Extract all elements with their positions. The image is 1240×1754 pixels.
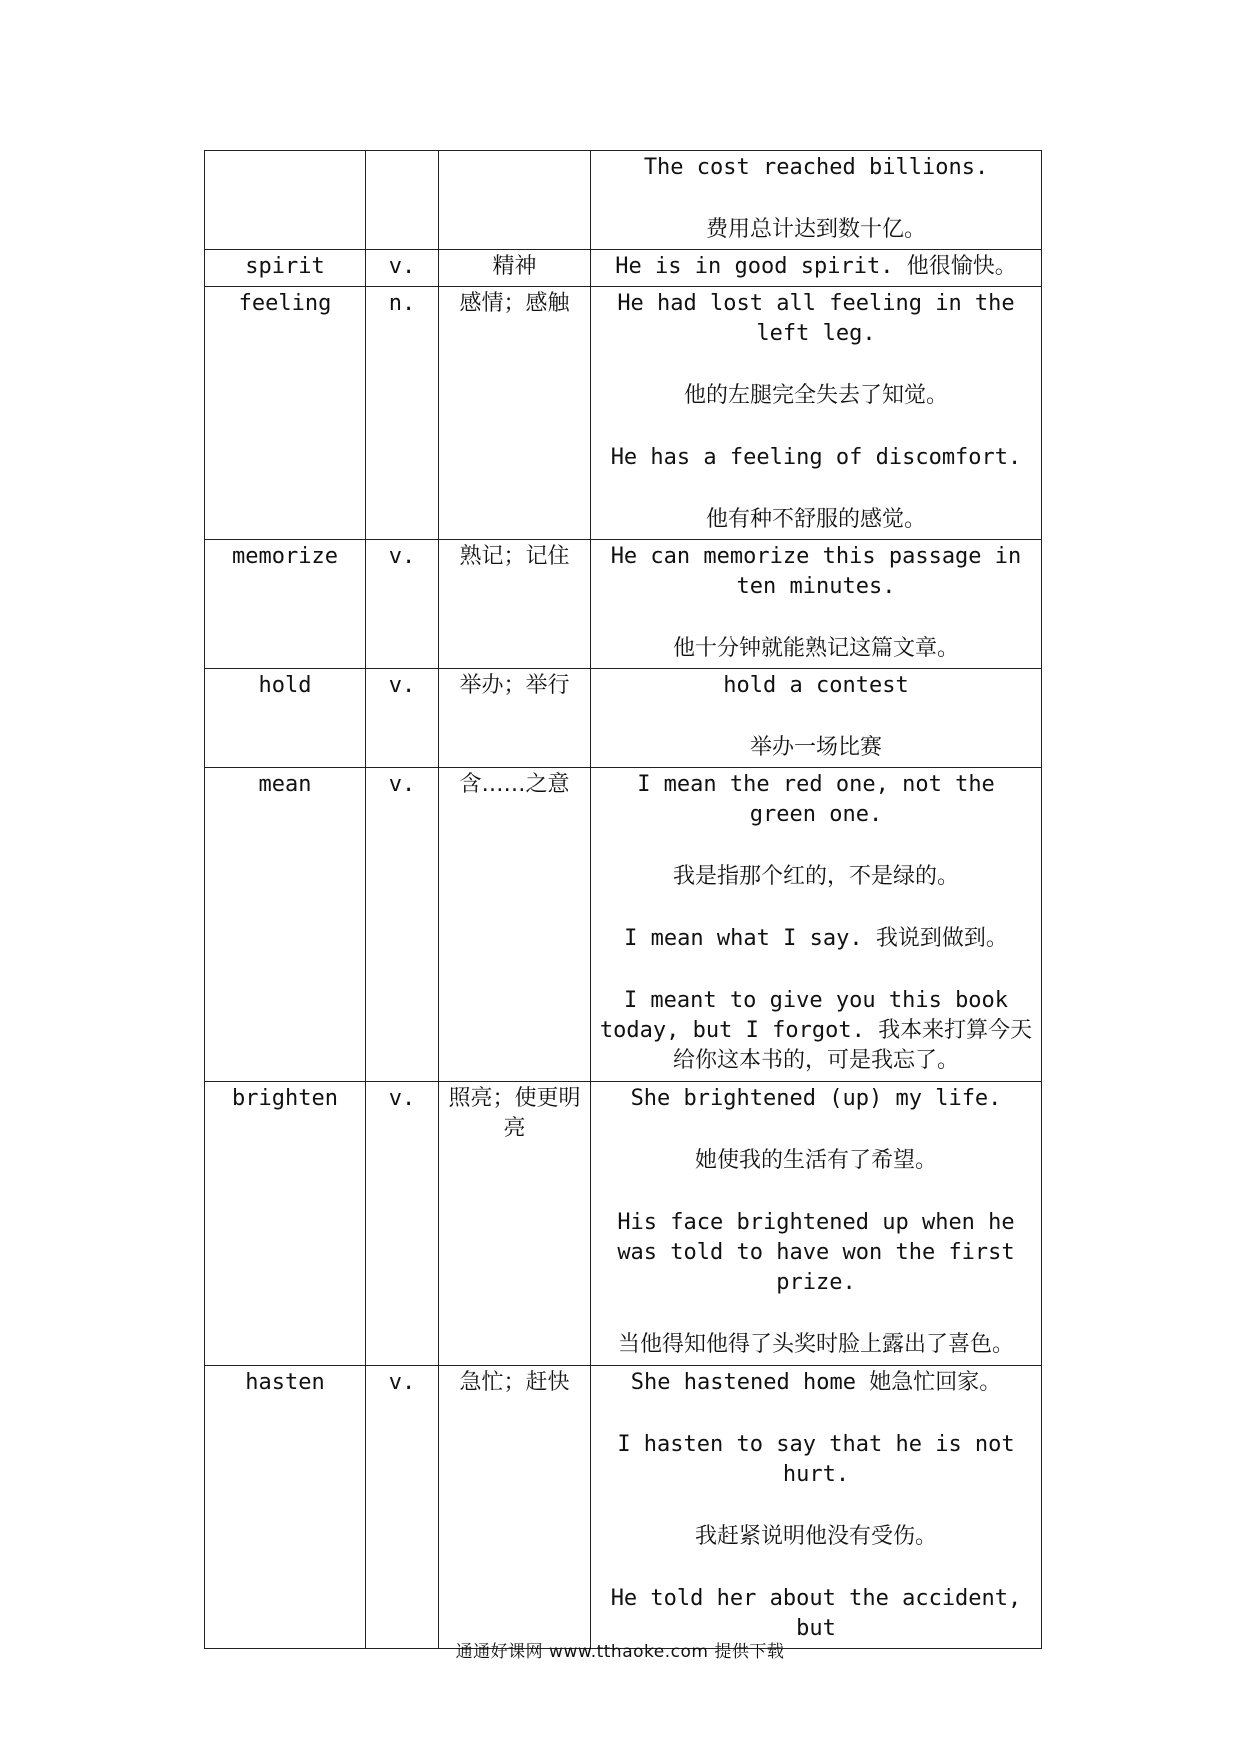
meaning-cell: 感情；感触 bbox=[439, 287, 591, 540]
table-row bbox=[205, 768, 1042, 1082]
table-row bbox=[205, 287, 1042, 540]
example-cell bbox=[591, 1082, 1042, 1366]
example-translation: 他有种不舒服的感觉。 bbox=[705, 507, 926, 532]
example-cell bbox=[591, 151, 1042, 250]
example-translation: 举办一场比赛 bbox=[749, 735, 882, 760]
example-sentence: hold a contest bbox=[723, 673, 909, 698]
example-translation: 他十分钟就能熟记这篇文章。 bbox=[672, 636, 959, 661]
word-cell: spirit bbox=[205, 250, 366, 287]
part-of-speech-cell bbox=[366, 151, 439, 250]
example-translation: 当他得知他得了头奖时脸上露出了喜色。 bbox=[617, 1332, 1014, 1357]
part-of-speech-cell: v. bbox=[366, 1366, 439, 1649]
meaning-cell: 熟记；记住 bbox=[439, 540, 591, 669]
example-cell bbox=[591, 250, 1042, 287]
word-cell: hasten bbox=[205, 1366, 366, 1649]
example-translation: 她使我的生活有了希望。 bbox=[694, 1148, 937, 1173]
word-cell: hold bbox=[205, 669, 366, 768]
table-row bbox=[205, 1366, 1042, 1649]
word-cell: mean bbox=[205, 768, 366, 1082]
example-cell bbox=[591, 1366, 1042, 1649]
word-cell: brighten bbox=[205, 1082, 366, 1366]
example-cell bbox=[591, 669, 1042, 768]
part-of-speech-cell: v. bbox=[366, 669, 439, 768]
example-translation: 我是指那个红的，不是绿的。 bbox=[672, 864, 959, 889]
meaning-cell: 含……之意 bbox=[439, 768, 591, 1082]
meaning-cell: 照亮；使更明亮 bbox=[439, 1082, 591, 1366]
word-cell: feeling bbox=[205, 287, 366, 540]
page-footer: 通通好课网 www.tthaoke.com 提供下载 bbox=[455, 1642, 785, 1662]
table-row bbox=[205, 1082, 1042, 1366]
part-of-speech-cell: v. bbox=[366, 768, 439, 1082]
example-sentence: I mean what I say. 我说到做到。 bbox=[624, 926, 1008, 951]
example-cell bbox=[591, 768, 1042, 1082]
meaning-cell: 急忙；赶快 bbox=[439, 1366, 591, 1649]
word-cell: memorize bbox=[205, 540, 366, 669]
meaning-cell: 精神 bbox=[439, 250, 591, 287]
vocabulary-table bbox=[204, 150, 1042, 1649]
example-translation: 我赶紧说明他没有受伤。 bbox=[694, 1524, 937, 1549]
example-sentence: He has a feeling of discomfort. bbox=[610, 445, 1022, 470]
part-of-speech-cell: v. bbox=[366, 1082, 439, 1366]
part-of-speech-cell: v. bbox=[366, 250, 439, 287]
part-of-speech-cell: v. bbox=[366, 540, 439, 669]
example-sentence: She brightened (up) my life. bbox=[630, 1086, 1002, 1111]
example-sentence: I hasten to say that he is not hurt. bbox=[617, 1432, 1015, 1487]
vocabulary-table-body bbox=[205, 151, 1042, 1649]
example-cell bbox=[591, 540, 1042, 669]
meaning-cell: 举办；举行 bbox=[439, 669, 591, 768]
table-row bbox=[205, 250, 1042, 287]
example-sentence: He is in good spirit. 他很愉快。 bbox=[615, 254, 1017, 279]
example-translation: 他的左腿完全失去了知觉。 bbox=[683, 383, 948, 408]
part-of-speech-cell: n. bbox=[366, 287, 439, 540]
example-sentence: He told her about the accident, but bbox=[610, 1586, 1022, 1641]
table-row bbox=[205, 540, 1042, 669]
table-row bbox=[205, 151, 1042, 250]
meaning-cell bbox=[439, 151, 591, 250]
example-sentence: He had lost all feeling in the left leg. bbox=[617, 291, 1015, 346]
example-cell bbox=[591, 287, 1042, 540]
example-sentence: She hastened home 她急忙回家。 bbox=[630, 1370, 1002, 1395]
table-row bbox=[205, 669, 1042, 768]
example-translation: 费用总计达到数十亿。 bbox=[705, 217, 926, 242]
word-cell bbox=[205, 151, 366, 250]
example-sentence: I mean the red one, not the green one. bbox=[637, 772, 995, 827]
example-sentence: The cost reached billions. bbox=[643, 155, 989, 180]
example-sentence: I meant to give you this book today, but I forgot. 我本来打算今天给你这本书的，可是我忘了。 bbox=[599, 988, 1033, 1073]
example-sentence: He can memorize this passage in ten minutes. bbox=[610, 544, 1022, 599]
example-sentence: His face brightened up when he was told to have won the first prize. bbox=[617, 1210, 1015, 1295]
